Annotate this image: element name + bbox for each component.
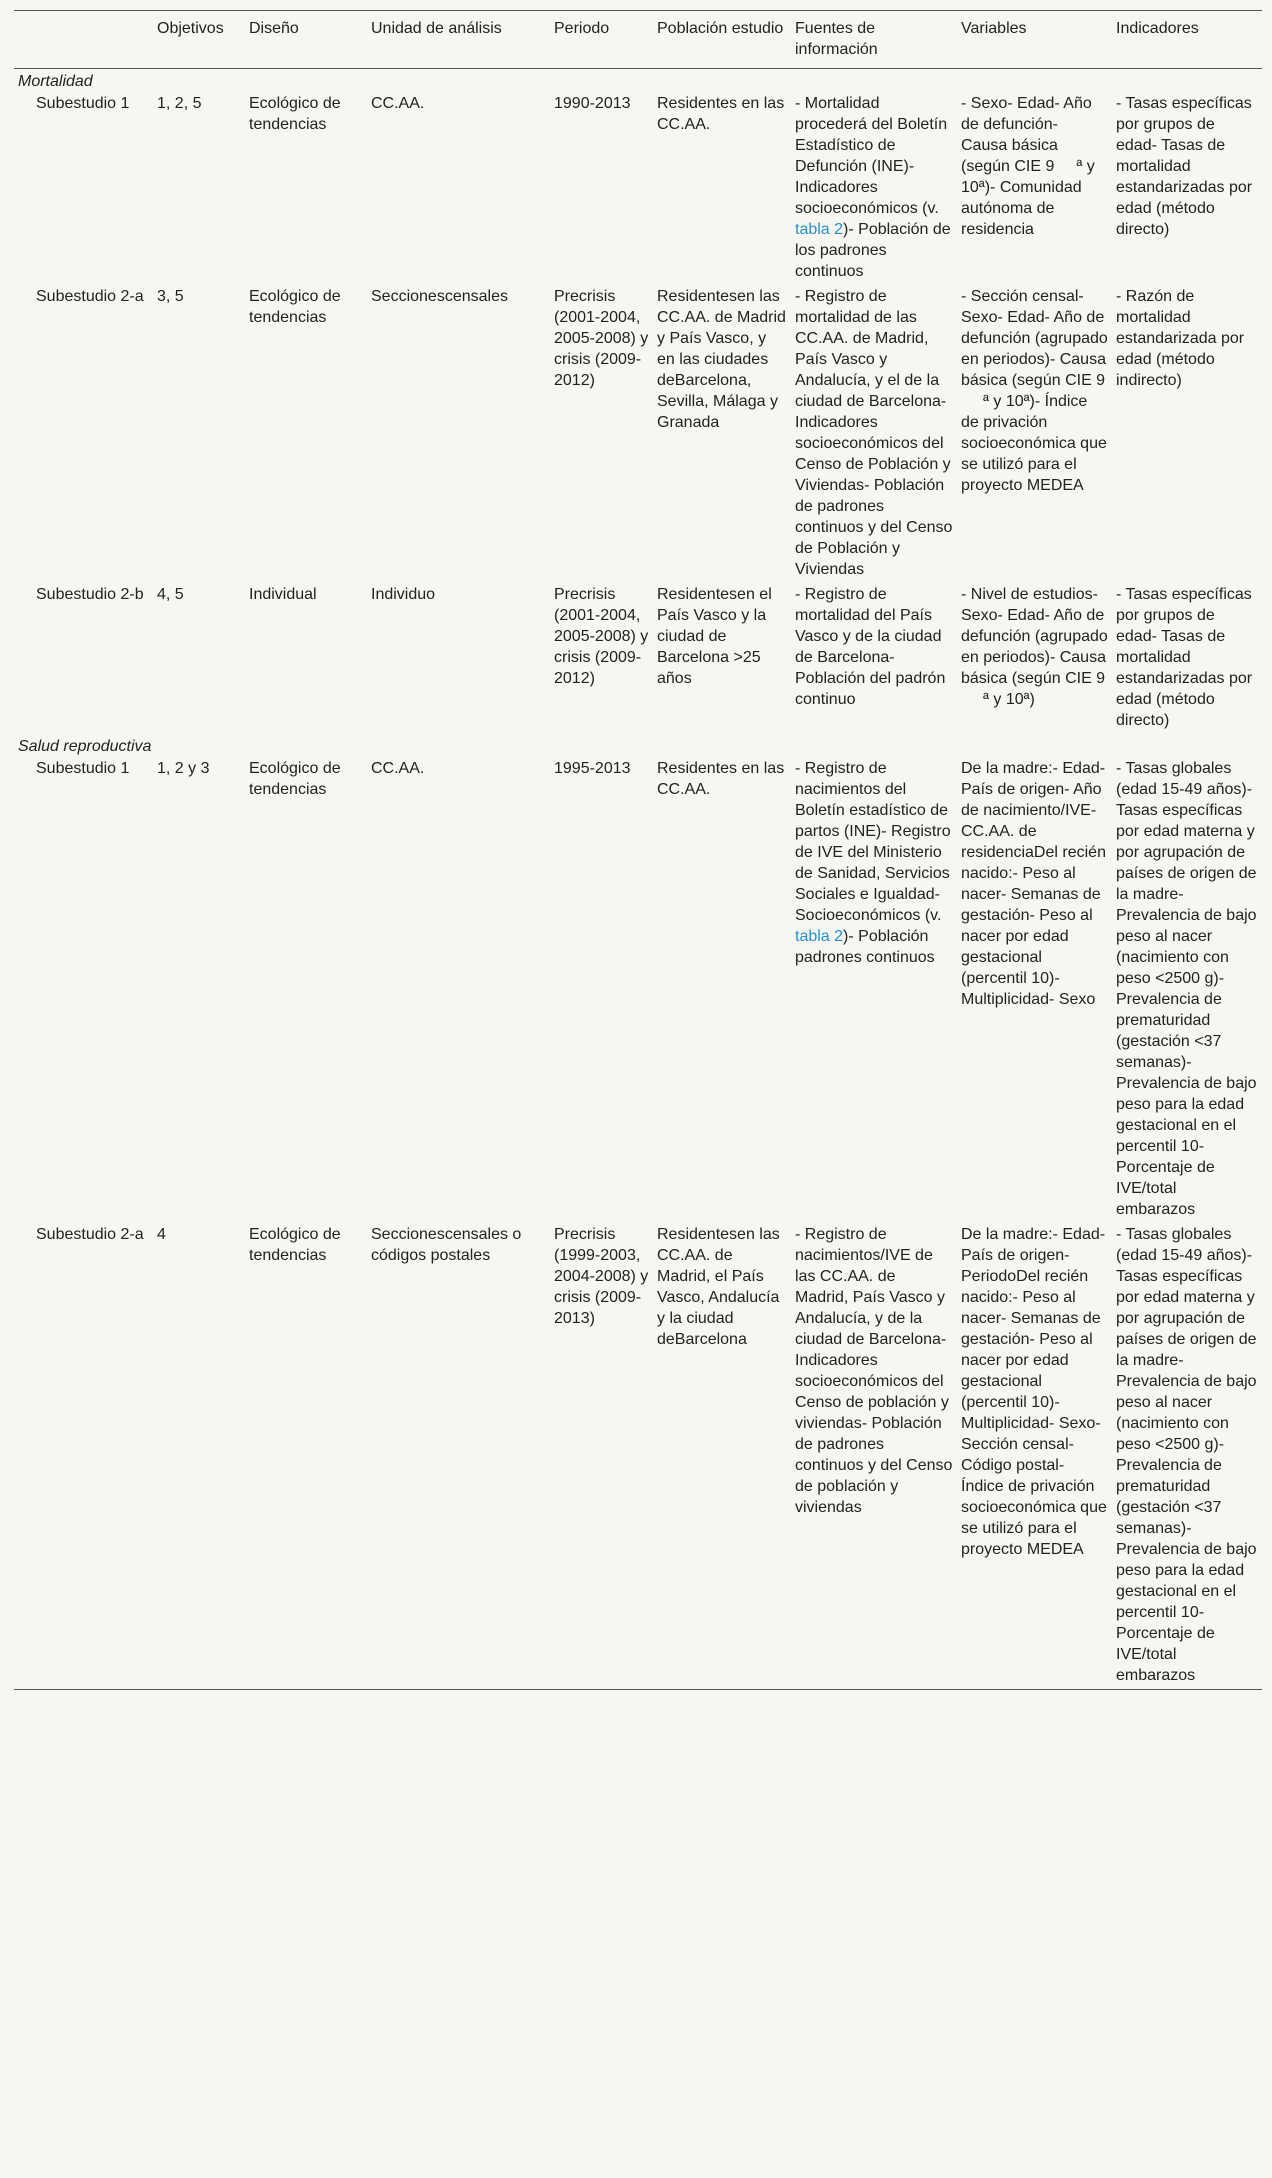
cell-diseno: Ecológico de tendencias [249, 95, 341, 133]
cell-indicadores: - Tasas específicas por grupos de edad- Tasas de mortalidad estandarizadas por edad (método directo) [1116, 586, 1253, 729]
cell-unidad: Seccionescensales [371, 288, 508, 305]
tabla-2-link[interactable]: tabla 2 [795, 221, 844, 238]
header-diseno: Diseño [249, 20, 299, 37]
cell-indicadores: - Tasas globales (edad 15-49 años)- Tasas específicas por edad materna y por agrupación de países de origen de la madre- Prevalencia de bajo peso al nacer (nacimiento con peso <2500 g)- Prevalencia de prematuridad (gestación <37 semanas)- Prevalencia de bajo peso para la edad gestacional en el percentil 10- Porcentaje de IVE/total embarazos [1116, 1226, 1257, 1684]
row-label: Subestudio 2-a [36, 1226, 144, 1243]
section-row-mortalidad [14, 69, 1262, 93]
cell-variables [957, 92, 1112, 285]
cell-fuentes: - Registro de nacimientos/IVE de las CC.AA. de Madrid, País Vasco y Andalucía, y de la ciudad de Barcelona- Indicadores socioeconómicos del Censo de población y viviendas- Población de padrones continuos y del Censo de población y viviendas [795, 1226, 953, 1516]
header-objetivos: Objetivos [157, 20, 224, 37]
header-unidad: Unidad de análisis [371, 20, 502, 37]
header-indicadores: Indicadores [1116, 20, 1199, 37]
variables-text: ª y 10ª)- Comunidad autónoma de residencia [961, 158, 1095, 238]
cell-periodo: Precrisis (1999-2003, 2004-2008) y crisis (2009-2013) [554, 1226, 649, 1327]
cell-diseno: Ecológico de tendencias [249, 1226, 341, 1264]
cell-variables: De la madre:- Edad- País de origen- PeriodoDel recién nacido:- Peso al nacer- Semanas de gestación- Peso al nacer por edad gestacional (percentil 10)- Multiplicidad- Sexo- Sección censal- Código postal- Índice de privación socioeconómica que se utilizó para el proyecto MEDEA [961, 1226, 1107, 1558]
section-title: Salud reproductiva [18, 738, 152, 755]
row-label: Subestudio 2-b [36, 586, 144, 603]
cell-periodo: 1990-2013 [554, 95, 631, 112]
cell-objetivos: 4, 5 [157, 586, 184, 603]
table-row [14, 757, 1262, 1223]
table-row [14, 285, 1262, 583]
section-row-salud-reproductiva [14, 734, 1262, 757]
cell-fuentes: - Registro de mortalidad del País Vasco y de la ciudad de Barcelona- Población del padrón continuo [795, 586, 946, 708]
cell-unidad: CC.AA. [371, 95, 425, 112]
section-title: Mortalidad [18, 73, 93, 90]
table-row [14, 583, 1262, 734]
variables-text: - Sexo- Edad- Año de defunción- Causa básica (según CIE 9 [961, 95, 1092, 175]
variables-text: - Nivel de estudios- Sexo- Edad- Año de defunción (agrupado en periodos)- Causa básica (según CIE 9 [961, 586, 1108, 687]
variables-text: ª y 10ª) [983, 691, 1035, 708]
row-label: Subestudio 1 [36, 760, 130, 777]
fuentes-text: - Registro de nacimientos del Boletín estadístico de partos (INE)- Registro de IVE del Ministerio de Sanidad, Servicios Sociales e Igualdad- Socioeconómicos (v. [795, 760, 951, 924]
cell-fuentes [791, 92, 957, 285]
cell-objetivos: 1, 2 y 3 [157, 760, 210, 777]
study-design-table [14, 10, 1262, 1690]
cell-objetivos: 3, 5 [157, 288, 184, 305]
cell-variables: De la madre:- Edad- País de origen- Año de nacimiento/IVE- CC.AA. de residenciaDel recién nacido:- Peso al nacer- Semanas de gestación- Peso al nacer por edad gestacional (percentil 10)- Multiplicidad- Sexo [961, 760, 1106, 1008]
cell-unidad: CC.AA. [371, 760, 425, 777]
header-periodo: Periodo [554, 20, 610, 37]
table-row [14, 92, 1262, 285]
cell-periodo: Precrisis (2001-2004, 2005-2008) y crisis (2009-2012) [554, 288, 649, 389]
cell-unidad: Individuo [371, 586, 436, 603]
cell-poblacion: Residentesen las CC.AA. de Madrid, el País Vasco, Andalucía y la ciudad deBarcelona [657, 1226, 780, 1348]
header-variables: Variables [961, 20, 1027, 37]
row-label: Subestudio 1 [36, 95, 130, 112]
header-fuentes: Fuentes de información [795, 20, 878, 58]
cell-fuentes: - Registro de mortalidad de las CC.AA. de Madrid, País Vasco y Andalucía, y el de la ciudad de Barcelona- Indicadores socioeconómicos del Censo de Población y Viviendas- Población de padrones continuos y del Censo de Población y Viviendas [795, 288, 953, 578]
variables-text: ª y 10ª)- Índice de privación socioeconómica que se utilizó para el proyecto MEDEA [961, 393, 1107, 494]
cell-diseno: Individual [249, 586, 317, 603]
cell-objetivos: 4 [157, 1226, 166, 1243]
fuentes-text: )- Población de los padrones continuos [795, 221, 951, 280]
table-row [14, 1223, 1262, 1690]
cell-variables [957, 583, 1112, 734]
cell-variables [957, 285, 1112, 583]
cell-unidad: Seccionescensales o códigos postales [371, 1226, 522, 1264]
cell-periodo: 1995-2013 [554, 760, 631, 777]
tabla-2-link[interactable]: tabla 2 [795, 928, 844, 945]
cell-indicadores: - Tasas globales (edad 15-49 años)- Tasas específicas por edad materna y por agrupación de países de origen de la madre- Prevalencia de bajo peso al nacer (nacimiento con peso <2500 g)- Prevalencia de prematuridad (gestación <37 semanas)- Prevalencia de bajo peso para la edad gestacional en el percentil 10- Porcentaje de IVE/total embarazos [1116, 760, 1257, 1218]
fuentes-text: )- Población padrones continuos [795, 928, 935, 966]
fuentes-text: - Mortalidad procederá del Boletín Estadístico de Defunción (INE)- Indicadores socioeconómicos (v. [795, 95, 948, 217]
header-row [14, 11, 1262, 69]
cell-poblacion: Residentesen las CC.AA. de Madrid y País Vasco, y en las ciudades deBarcelona, Sevilla, Málaga y Granada [657, 288, 786, 431]
cell-diseno: Ecológico de tendencias [249, 760, 341, 798]
cell-diseno: Ecológico de tendencias [249, 288, 341, 326]
header-poblacion: Población estudio [657, 20, 784, 37]
cell-poblacion: Residentes en las CC.AA. [657, 760, 785, 798]
cell-indicadores: - Tasas específicas por grupos de edad- Tasas de mortalidad estandarizadas por edad (método directo) [1116, 95, 1253, 238]
cell-poblacion: Residentes en las CC.AA. [657, 95, 785, 133]
cell-periodo: Precrisis (2001-2004, 2005-2008) y crisis (2009-2012) [554, 586, 649, 687]
cell-objetivos: 1, 2, 5 [157, 95, 202, 112]
cell-fuentes [791, 757, 957, 1223]
row-label: Subestudio 2-a [36, 288, 144, 305]
variables-text: - Sección censal- Sexo- Edad- Año de defunción (agrupado en periodos)- Causa básica (según CIE 9 [961, 288, 1108, 389]
cell-poblacion: Residentesen el País Vasco y la ciudad de Barcelona >25 años [657, 586, 772, 687]
header-blank [14, 11, 153, 69]
cell-indicadores: - Razón de mortalidad estandarizada por edad (método indirecto) [1116, 288, 1245, 389]
